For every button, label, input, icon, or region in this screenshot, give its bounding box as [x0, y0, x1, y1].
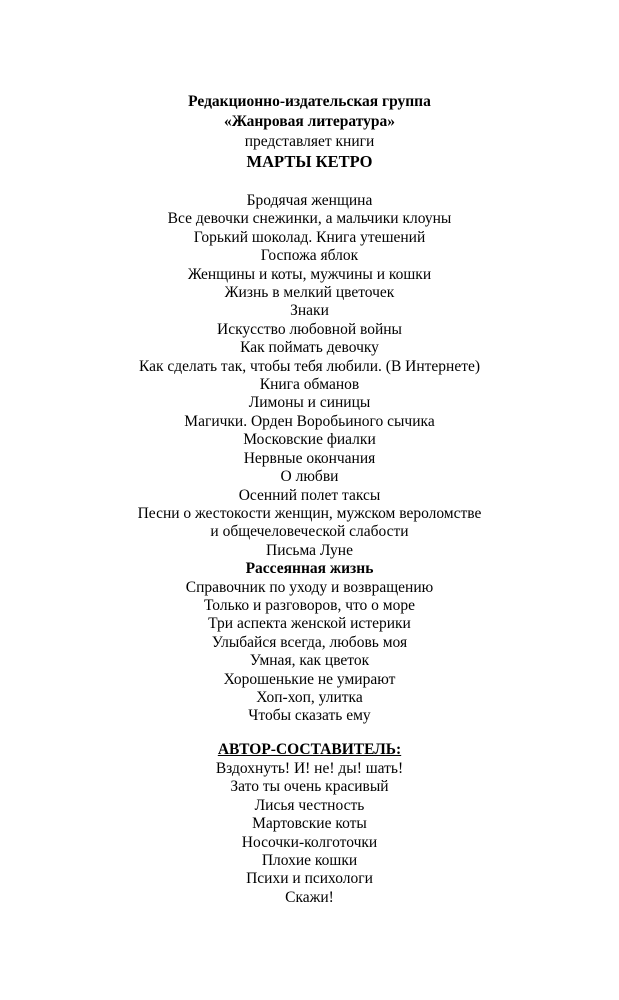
book-title: Нервные окончания: [243, 449, 376, 467]
book-title: Искусство любовной войны: [217, 320, 402, 338]
book-title: Рассеянная жизнь: [245, 560, 374, 578]
book-title: Осенний полет таксы: [238, 486, 381, 504]
book-title: Улыбайся всегда, любовь моя: [211, 633, 408, 651]
book-title: Как поймать девочку: [240, 339, 379, 357]
presents-line: представляет книги: [244, 133, 375, 150]
book-title: Магички. Орден Воробьиного сычика: [184, 412, 435, 430]
book-list: [0, 192, 619, 726]
book-title: Песни о жестокости женщин, мужском вероломстве: [137, 504, 482, 522]
compiler-book-list: [0, 760, 619, 907]
book-title: Письма Луне: [266, 541, 353, 559]
book-title: Знаки: [290, 302, 329, 320]
book-title: Бродячая женщина: [246, 192, 373, 209]
compiler-section: [0, 740, 619, 907]
compiler-book-title: Плохие кошки: [261, 852, 358, 870]
book-title: Все девочки снежинки, а мальчики клоуны: [167, 210, 452, 228]
book-title: и общечеловеческой слабости: [210, 523, 409, 541]
book-title: Горький шоколад. Книга утешений: [193, 228, 426, 246]
publisher-line-2: «Жанровая литература»: [223, 113, 396, 130]
author-name: МАРТЫ КЕТРО: [246, 152, 373, 171]
compiler-book-title: Лисья честность: [254, 796, 365, 814]
compiler-book-title: Носочки-колготочки: [241, 833, 378, 851]
book-title: Чтобы сказать ему: [248, 707, 371, 725]
book-title: О любви: [280, 468, 339, 486]
book-title: Московские фиалки: [243, 431, 376, 449]
book-title: Три аспекта женской истерики: [208, 615, 411, 633]
page-header: [0, 92, 619, 172]
book-title: Хорошенькие не умирают: [223, 670, 396, 688]
book-title: Женщины и коты, мужчины и кошки: [187, 265, 432, 283]
compiler-book-title: Скажи!: [285, 888, 334, 906]
book-title: Госпожа яблок: [260, 247, 359, 265]
compiler-book-title: Психи и психологи: [246, 870, 373, 888]
compiler-book-title: Мартовские коты: [252, 815, 367, 833]
book-title: Справочник по уходу и возвращению: [185, 578, 434, 596]
compiler-section-title: АВТОР-СОСТАВИТЕЛЬ:: [217, 741, 402, 758]
book-title: Жизнь в мелкий цветочек: [224, 284, 395, 302]
book-title: Умная, как цветок: [249, 652, 370, 670]
compiler-book-title: Вздохнуть! И! не! ды! шать!: [215, 760, 404, 777]
book-title: Лимоны и синицы: [248, 394, 371, 412]
book-title: Хоп-хоп, улитка: [256, 688, 363, 706]
publisher-line-1: Редакционно-издательская группа: [188, 93, 431, 110]
book-title: Как сделать так, чтобы тебя любили. (В Интернете): [138, 357, 481, 375]
book-title: Только и разговоров, что о море: [204, 596, 415, 614]
compiler-book-title: Зато ты очень красивый: [230, 778, 389, 796]
book-title: Книга обманов: [259, 376, 360, 394]
